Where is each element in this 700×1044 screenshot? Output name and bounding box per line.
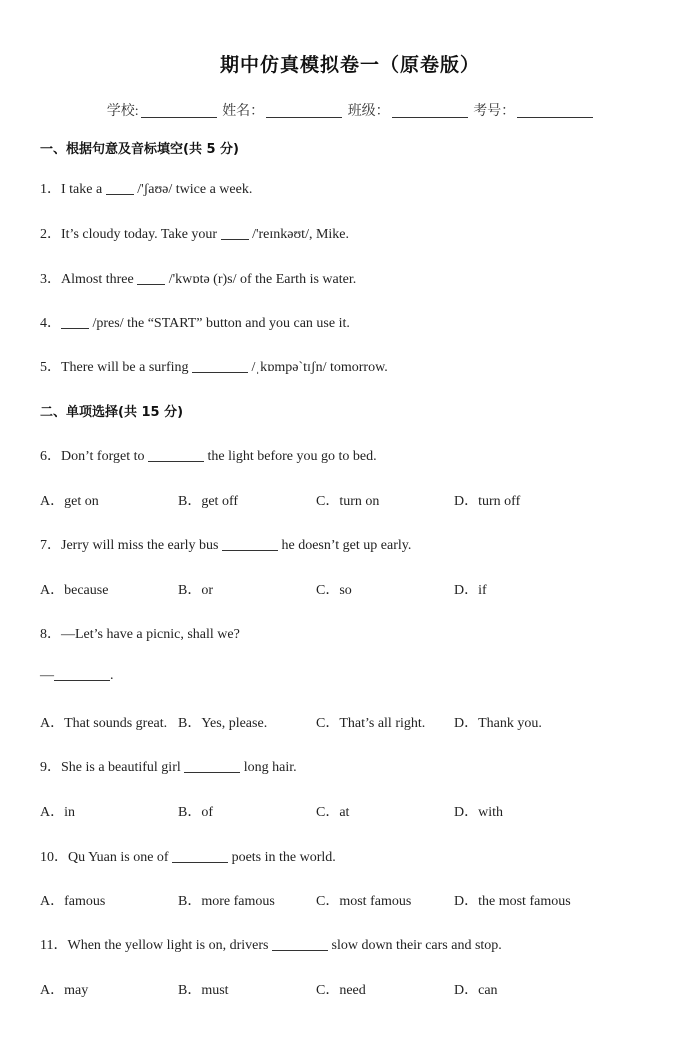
option-b[interactable]: B．must bbox=[178, 983, 229, 998]
question-11 bbox=[40, 934, 502, 954]
option-c[interactable]: C．most famous bbox=[316, 894, 412, 909]
question-text: the light before you go to bed. bbox=[207, 449, 377, 464]
question-text: 2．It’s cloudy today. Take your bbox=[40, 227, 218, 242]
option-c[interactable]: C．That’s all right. bbox=[316, 716, 426, 731]
answer-blank[interactable] bbox=[137, 272, 165, 285]
option-b[interactable]: B．more famous bbox=[178, 894, 275, 909]
option-a[interactable]: A．may bbox=[40, 983, 89, 998]
option-c[interactable]: C．turn on bbox=[316, 494, 380, 509]
question-2 bbox=[40, 223, 349, 243]
question-text: /'kwɒtə (r)s/ of the Earth is water. bbox=[168, 272, 357, 287]
class-field[interactable] bbox=[348, 100, 468, 120]
option-a[interactable]: A．because bbox=[40, 583, 109, 598]
answer-blank[interactable] bbox=[61, 316, 89, 329]
school-blank[interactable] bbox=[141, 103, 217, 118]
question-3 bbox=[40, 268, 356, 288]
question-text: /pres/ the “START” button and you can use it. bbox=[92, 316, 350, 331]
question-text: /'reɪnkəʊt/, Mike. bbox=[252, 227, 350, 242]
question-text: 6．Don’t forget to bbox=[40, 449, 145, 464]
school-field[interactable] bbox=[107, 100, 217, 120]
answer-blank[interactable] bbox=[106, 182, 134, 195]
page-title: 期中仿真模拟卷一（原卷版） bbox=[219, 54, 480, 76]
option-b[interactable]: B．or bbox=[178, 583, 213, 598]
class-blank[interactable] bbox=[392, 103, 468, 118]
name-field[interactable] bbox=[222, 100, 342, 120]
option-d[interactable]: D．if bbox=[454, 583, 487, 598]
option-b[interactable]: B．Yes, please. bbox=[178, 716, 268, 731]
question-text: long hair. bbox=[243, 760, 297, 775]
school-label: 学校: bbox=[106, 104, 139, 119]
option-a[interactable]: A．get on bbox=[40, 494, 99, 509]
name-label: 姓名： bbox=[222, 104, 265, 119]
option-d[interactable]: D．turn off bbox=[454, 494, 521, 509]
answer-blank[interactable] bbox=[221, 227, 249, 240]
question-text: poets in the world. bbox=[231, 850, 336, 865]
option-d[interactable]: D．Thank you. bbox=[454, 716, 542, 731]
question-text: 9．She is a beautiful girl bbox=[40, 760, 181, 775]
student-info-row bbox=[0, 100, 700, 120]
option-d[interactable]: D．the most famous bbox=[454, 894, 571, 909]
question-text: 4． bbox=[40, 316, 61, 331]
question-text: 7．Jerry will miss the early bus bbox=[40, 538, 219, 553]
option-a[interactable]: A．famous bbox=[40, 894, 106, 909]
answer-blank[interactable] bbox=[184, 760, 240, 773]
option-d[interactable]: D．can bbox=[454, 983, 498, 998]
section-heading-choice: 二、单项选择(共 15 分) bbox=[40, 405, 184, 420]
section-heading-fill: 一、根据句意及音标填空(共 5 分) bbox=[40, 142, 239, 157]
option-b[interactable]: B．of bbox=[178, 805, 213, 820]
question-4 bbox=[40, 312, 350, 332]
question-5 bbox=[40, 356, 388, 376]
option-a[interactable]: A．in bbox=[40, 805, 75, 820]
question-text: slow down their cars and stop. bbox=[331, 938, 502, 953]
question-text: /ˌkɒmpə`tɪʃn/ tomorrow. bbox=[251, 360, 388, 375]
question-8: 8．—Let’s have a picnic, shall we? bbox=[40, 627, 240, 642]
dash: — bbox=[40, 668, 54, 683]
answer-blank[interactable] bbox=[172, 850, 228, 863]
option-d[interactable]: D．with bbox=[454, 805, 503, 820]
question-10 bbox=[40, 846, 336, 866]
option-b[interactable]: B．get off bbox=[178, 494, 239, 509]
question-9 bbox=[40, 756, 297, 776]
answer-blank[interactable] bbox=[54, 668, 110, 681]
question-text: 11．When the yellow light is on, drivers bbox=[40, 938, 269, 953]
question-6 bbox=[40, 445, 377, 465]
name-blank[interactable] bbox=[266, 103, 342, 118]
option-a[interactable]: A．That sounds great. bbox=[40, 716, 168, 731]
question-text: /'ʃaʊə/ twice a week. bbox=[137, 182, 253, 197]
answer-blank[interactable] bbox=[272, 938, 328, 951]
question-8-reply bbox=[40, 668, 114, 684]
question-1 bbox=[40, 178, 252, 198]
question-text: 5．There will be a surfing bbox=[40, 360, 189, 375]
question-7 bbox=[40, 534, 411, 554]
question-text: 10．Qu Yuan is one of bbox=[40, 850, 169, 865]
class-label: 班级： bbox=[347, 104, 390, 119]
exam-no-field[interactable] bbox=[473, 100, 593, 120]
exam-no-blank[interactable] bbox=[517, 103, 593, 118]
question-text: 3．Almost three bbox=[40, 272, 134, 287]
option-c[interactable]: C．need bbox=[316, 983, 366, 998]
exam-no-label: 考号： bbox=[473, 104, 516, 119]
answer-blank[interactable] bbox=[148, 449, 204, 462]
period: . bbox=[110, 668, 114, 683]
answer-blank[interactable] bbox=[222, 538, 278, 551]
option-c[interactable]: C．at bbox=[316, 805, 350, 820]
question-text: 1．I take a bbox=[40, 182, 103, 197]
option-c[interactable]: C．so bbox=[316, 583, 352, 598]
question-text: he doesn’t get up early. bbox=[281, 538, 412, 553]
answer-blank[interactable] bbox=[192, 360, 248, 373]
